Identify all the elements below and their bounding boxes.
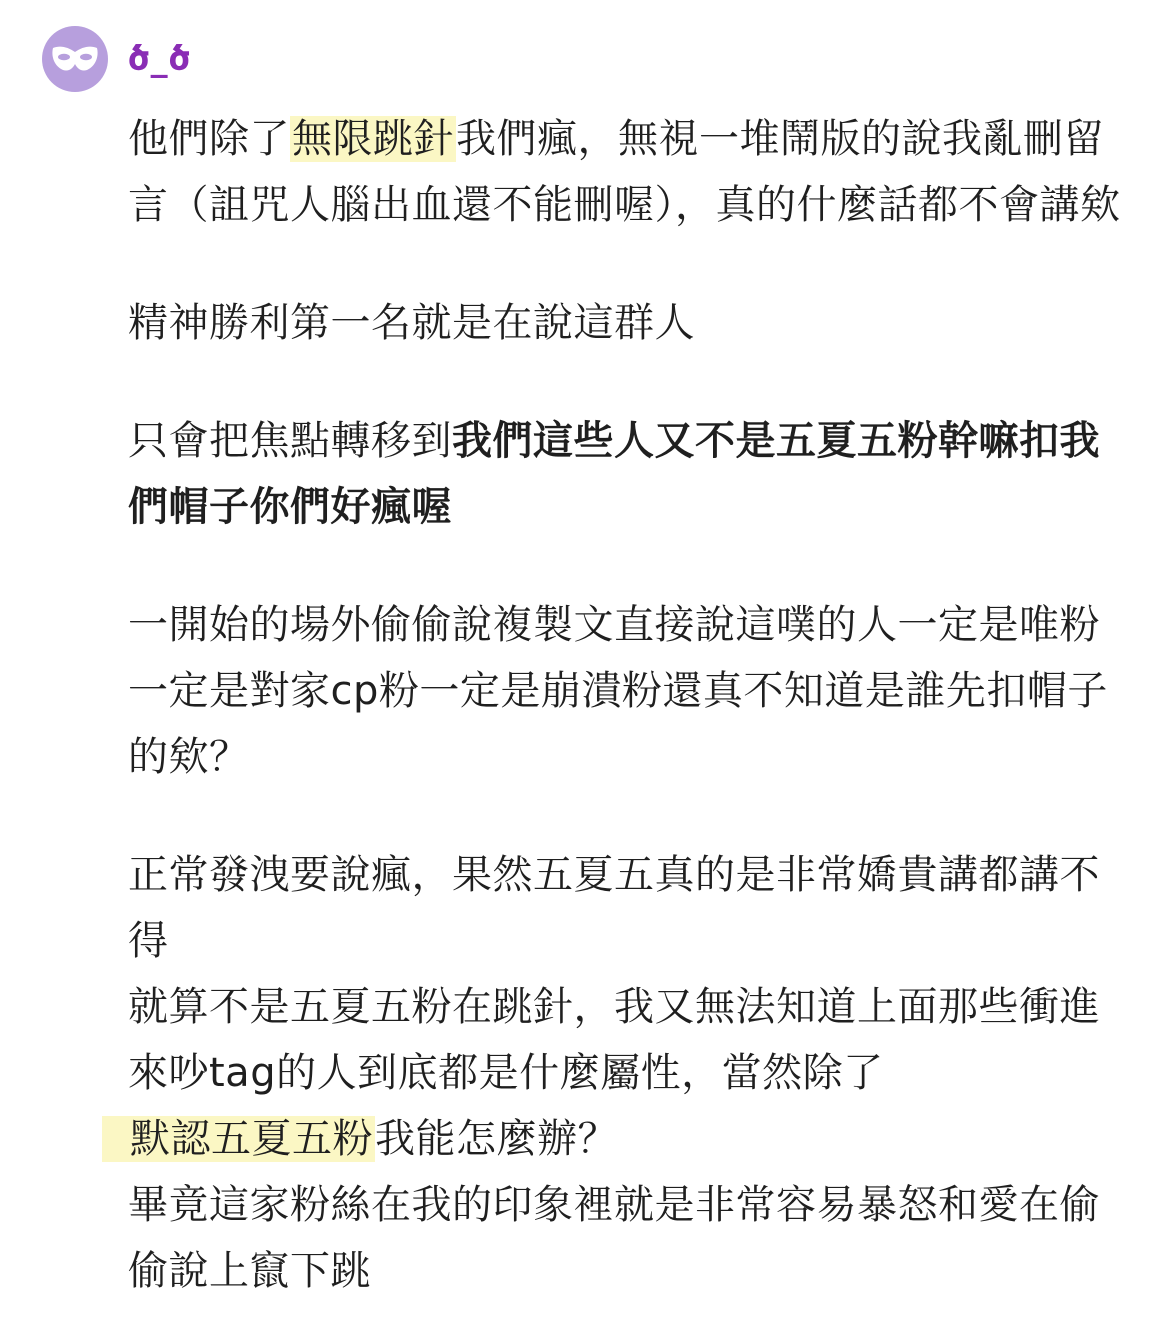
avatar[interactable]	[42, 26, 108, 92]
highlighted-text: 默認五夏五粉	[130, 1116, 373, 1162]
text-segment: 他們除了	[128, 116, 290, 162]
paragraph-7	[128, 1106, 1128, 1172]
paragraph-1	[128, 106, 1128, 238]
post-body	[128, 106, 1128, 1304]
bold-text: 我們這些人又不是五夏五粉幹嘛扣我們帽子你們好瘋喔	[128, 418, 1100, 530]
post-header	[42, 26, 191, 92]
paragraph-6: 就算不是五夏五粉在跳針，我又無法知道上面那些衝進來吵tag的人到底都是什麼屬性，當然除了	[128, 984, 1100, 1096]
text-segment: 只會把焦點轉移到	[128, 418, 452, 464]
paragraph-3	[128, 408, 1128, 540]
paragraph-4: 一開始的場外偷偷說複製文直接說這噗的人一定是唯粉一定是對家cp粉一定是崩潰粉還真不知道是誰先扣帽子的欸？	[128, 602, 1108, 780]
highlighted-text: 無限跳針	[292, 116, 454, 162]
paragraph-8: 畢竟這家粉絲在我的印象裡就是非常容易暴怒和愛在偷偷說上竄下跳	[128, 1182, 1100, 1294]
masquerade-mask-icon	[50, 44, 100, 74]
text-segment: 我能怎麼辦？	[375, 1116, 618, 1162]
author-name[interactable]: ծ_ծ	[128, 39, 192, 79]
paragraph-2: 精神勝利第一名就是在說這群人	[128, 300, 695, 346]
paragraph-5: 正常發洩要說瘋，果然五夏五真的是非常嬌貴講都講不得	[128, 852, 1100, 964]
text-segment: 我們瘋，無視一堆鬧版的說我亂刪留言（詛咒人腦出血還不能刪喔），真的什麼話都不會講欸	[128, 116, 1121, 228]
